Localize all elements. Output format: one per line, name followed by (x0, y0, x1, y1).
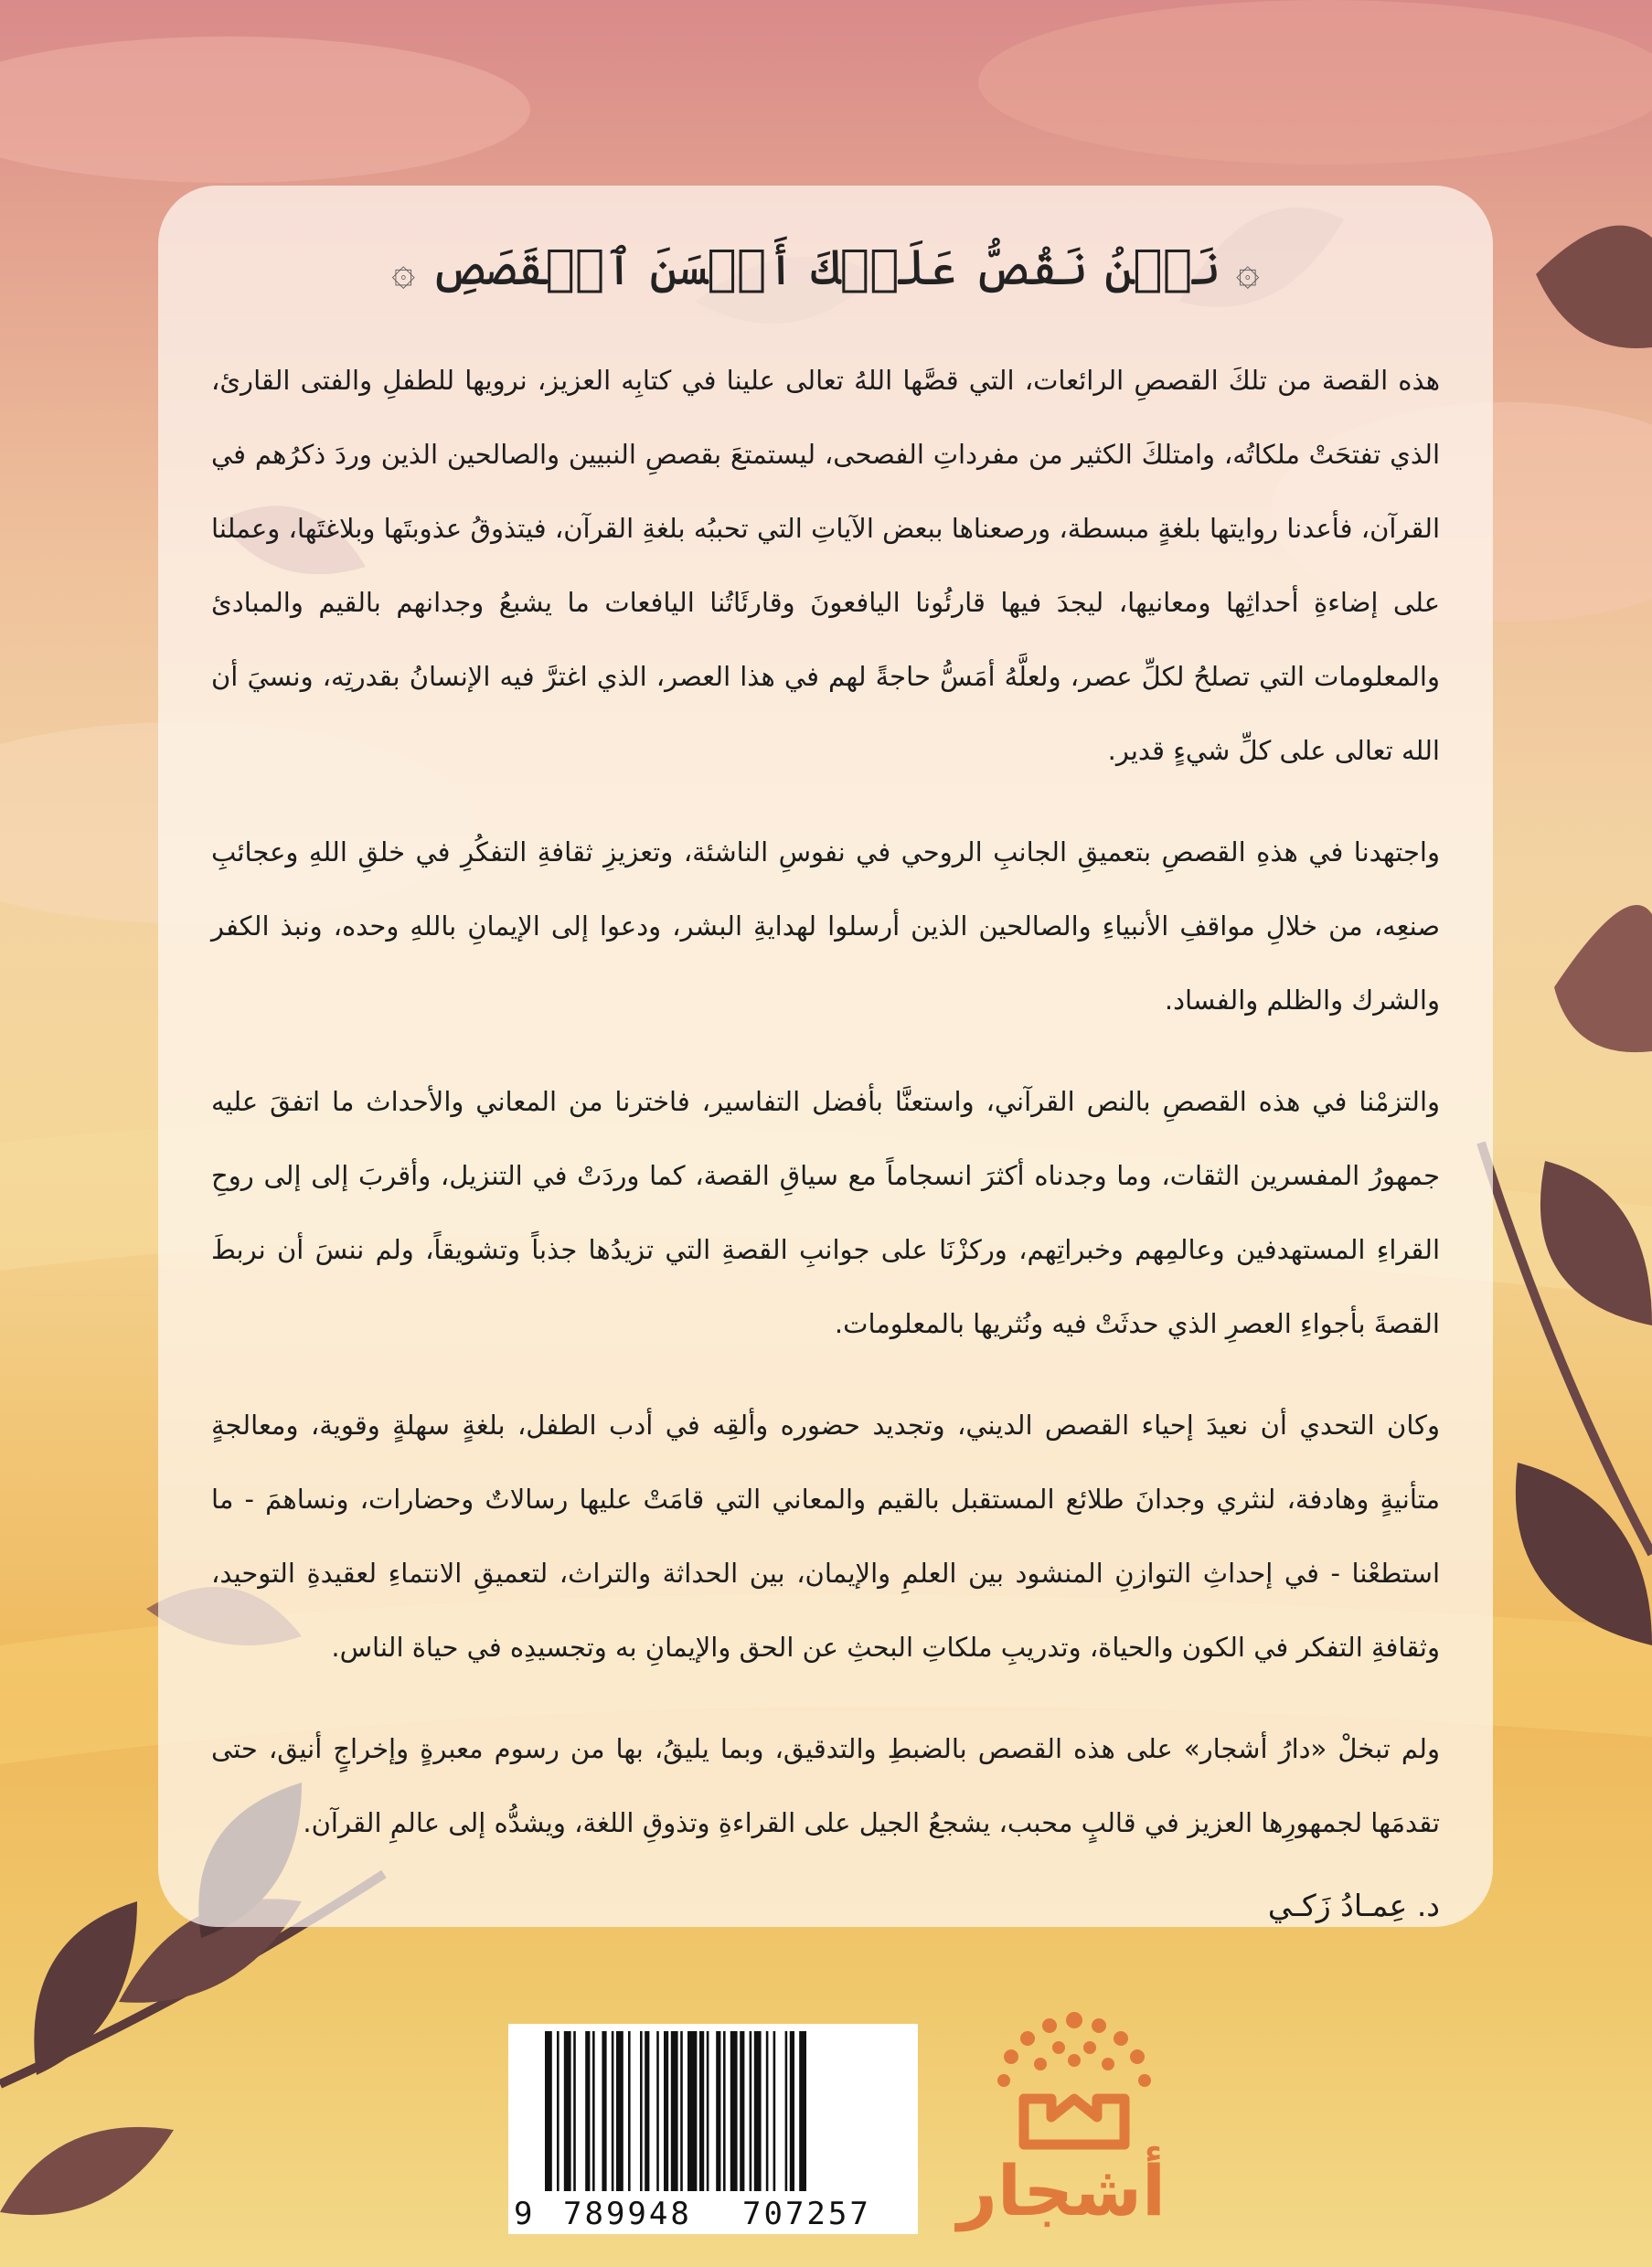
barcode-bar (671, 2031, 678, 2191)
barcode-bar (602, 2031, 606, 2191)
ornament-icon: ۞ (391, 248, 416, 294)
barcode-bar (656, 2031, 659, 2191)
barcode-bar (699, 2031, 704, 2191)
barcode-bar (680, 2031, 683, 2191)
publisher-name: أشجار (957, 2150, 1166, 2231)
leaf (1516, 1463, 1652, 1645)
introduction-text (211, 344, 1440, 1860)
barcode-bar (664, 2031, 668, 2191)
isbn-barcode (508, 2024, 918, 2234)
barcode-bar (557, 2031, 560, 2191)
leaf (1554, 905, 1652, 1052)
paragraph: ولم تبخلْ «دارُ أشجار» على هذه القصص بالضبطِ والتدقيق، وبما يليقُ، بها من رسوم معبرةٍ وإخراجٍ أنيق، حتى تقدمَها لجمهورِها العزيز في قالبٍ محبب، يشجعُ الجيل على القراءةِ وتذوقِ اللغة، ويشدُّه إلى عالمِ القرآن. (211, 1733, 1440, 1838)
paragraph: والتزمْنا في هذه القصصِ بالنص القرآني، واستعنَّا بأفضل التفاسير، فاخترنا من المعاني والأحداث ما اتفقَ عليه جمهورُ المفسرين الثقات، وما وجدناه أكثرَ انسجاماً مع سياقِ القصة، كما وردَتْ في التنزيل، وأقربَ إلى إلى روحِ القراءِ المستهدفين وعالمِهم وخبراتِهم، وركزْنَا على جوانبِ القصةِ التي تزيدُها جذباً وتشويقاً، ولم ننسَ أن نربطَ القصةَ بأجواءِ العصرِ الذي حدثَتْ فيه ونُثريها بالمعلومات. (211, 1086, 1440, 1339)
barcode-bar (754, 2031, 762, 2191)
barcode-bar (750, 2031, 752, 2191)
barcode-bar (773, 2031, 776, 2191)
text-panel (158, 186, 1493, 1927)
paragraph: واجتهدنا في هذهِ القصصِ بتعميقِ الجانبِ الروحي في نفوسِ الناشئة، وتعزيزِ ثقافةِ التفكُرِ في خلقِ اللهِ وعجائبِ صنعِه، من خلالِ مواقفِ الأنبياءِ والصالحين الذين أرسلوا لهدايةِ البشر، ودعوا إلى الإيمانِ باللهِ وحده، ونبذ الكفر والشرك والظلم والفساد. (211, 836, 1440, 1016)
barcode-bar (785, 2031, 788, 2191)
barcode-bars (508, 2024, 918, 2198)
barcode-bar (740, 2031, 744, 2191)
barcode-bar (628, 2031, 631, 2191)
barcode-bar (645, 2031, 649, 2191)
paragraph: وكان التحدي أن نعيدَ إحياء القصص الديني، وتجديد حضوره وألقِه في أدب الطفل، بلغةٍ سهلةٍ وقوية، ومعالجةٍ متأنيةٍ وهادفة، لنثري وجدانَ طلائع المستقبل بالقيم والمعاني التي قامَتْ عليها رسالاتٌ وحضارات، ونساهمَ - ما استطعْنا - في إحداثِ التوازنِ المنشود بين العلمِ والإيمان، بين الحداثة والتراث، لتعميقِ الانتماءِ لعقيدةِ التوحيد، وثقافةِ التفكر في الكون والحياة، وتدريبِ ملكاتِ البحثِ عن الحق والإيمانِ به وتجسيدِه في حياة الناس. (211, 1410, 1440, 1663)
verse-text: نَحۡنُ نَقُصُّ عَلَيۡكَ أَحۡسَنَ ٱلۡقَصَصِ (430, 239, 1221, 296)
barcode-bar (799, 2031, 806, 2191)
barcode-bar (640, 2031, 643, 2191)
ornament-icon: ۞ (1235, 248, 1260, 294)
leaf (0, 2127, 174, 2215)
barcode-bar (687, 2031, 697, 2191)
author-signature: د. عِمـادُ زَكـي (1267, 1888, 1440, 1923)
paragraph: هذه القصة من تلكَ القصصِ الرائعات، التي قصَّها اللهُ تعالى علينا في كتابِه العزيز، نرويها للطفلِ والفتى القارئ، الذي تفتحَتْ ملكاتُه، وامتلكَ الكثير من مفرداتِ الفصحى، ليستمتعَ بقصصِ النبيين والصالحين الذين وردَ ذكرُهم في القرآن، فأعدنا روايتها بلغةٍ مبسطة، ورصعناها ببعض الآياتِ التي تحببُه بلغةِ القرآن، فيتذوقُ عذوبتَها وبلاغتَها، وعملنا على إضاءةِ أحداثِها ومعانيها، ليجدَ فيها قارئُونا اليافعونَ وقارئَاتُنا اليافعات ما يشبعُ وجدانهم بالقيم والمبادئ والمعلومات التي تصلحُ لكلِّ عصر، ولعلَّهُ أمَسُّ حاجةً لهم في هذا العصر، الذي اغترَّ فيه الإنسانُ بقدرتِه، ونسيَ أن الله تعالى على كلِّ شيءٍ قدير. (211, 365, 1440, 766)
barcode-digit-first: 9 (514, 2196, 533, 2232)
barcode-bar (592, 2031, 595, 2191)
barcode-bar (564, 2031, 571, 2191)
leaf (1536, 226, 1652, 348)
leaf (1540, 1161, 1652, 1325)
barcode-bar (573, 2031, 576, 2191)
cloud (0, 37, 530, 183)
barcode-bar (707, 2031, 709, 2191)
barcode-bar (612, 2031, 614, 2191)
barcode-bar (790, 2031, 794, 2191)
barcode-bar (723, 2031, 726, 2191)
barcode-number (508, 2196, 918, 2232)
barcode-group-right: 707257 (742, 2196, 871, 2232)
leaf (34, 1901, 137, 2075)
barcode-bar (766, 2031, 769, 2191)
barcode-bar (616, 2031, 623, 2191)
barcode-bar (545, 2031, 552, 2191)
quran-verse-heading (211, 239, 1440, 296)
barcode-bar (716, 2031, 720, 2191)
cloud (978, 0, 1652, 165)
barcode-bar (730, 2031, 738, 2191)
barcode-bar (585, 2031, 590, 2191)
barcode-group-left: 789948 (563, 2196, 692, 2232)
